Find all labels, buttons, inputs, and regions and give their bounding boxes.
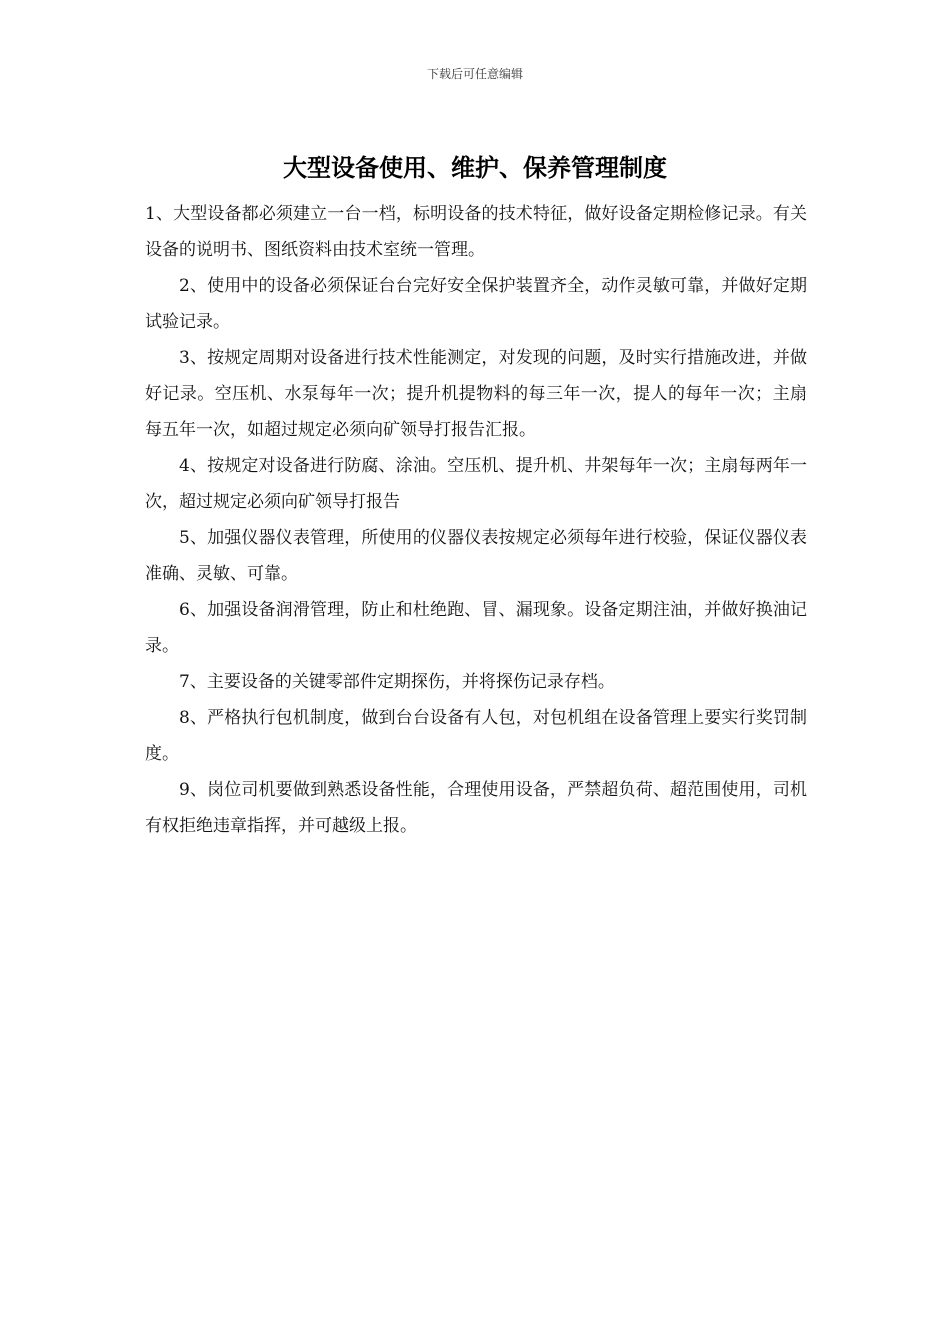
paragraph-8: 8、严格执行包机制度，做到台台设备有人包，对包机组在设备管理上要实行奖罚制度。 bbox=[145, 708, 807, 764]
paragraph-2: 2、使用中的设备必须保证台台完好安全保护装置齐全，动作灵敏可靠，并做好定期试验记录。 bbox=[145, 276, 807, 332]
paragraph-5: 5、加强仪器仪表管理，所使用的仪器仪表按规定必须每年进行校验，保证仪器仪表准确、灵敏、可靠。 bbox=[145, 528, 807, 584]
paragraph-9: 9、岗位司机要做到熟悉设备性能，合理使用设备，严禁超负荷、超范围使用，司机有权拒绝违章指挥，并可越级上报。 bbox=[145, 780, 807, 836]
paragraph-6: 6、加强设备润滑管理，防止和杜绝跑、冒、漏现象。设备定期注油，并做好换油记录。 bbox=[145, 600, 807, 656]
paragraph-7: 7、主要设备的关键零部件定期探伤，并将探伤记录存档。 bbox=[179, 672, 615, 692]
paragraph-3: 3、按规定周期对设备进行技术性能测定，对发现的问题，及时实行措施改进，并做好记录。空压机、水泵每年一次；提升机提物料的每三年一次，提人的每年一次；主扇每五年一次，如超过规定必须向矿领导打报告汇报。 bbox=[145, 348, 807, 440]
paragraph-1: 1、大型设备都必须建立一台一档，标明设备的技术特征，做好设备定期检修记录。有关设备的说明书、图纸资料由技术室统一管理。 bbox=[145, 204, 807, 260]
page-header-note: 下载后可任意编辑 bbox=[426, 67, 523, 81]
document-body bbox=[145, 196, 807, 844]
paragraph-4: 4、按规定对设备进行防腐、涂油。空压机、提升机、井架每年一次；主扇每两年一次，超过规定必须向矿领导打报告 bbox=[145, 456, 807, 512]
document-title: 大型设备使用、维护、保养管理制度 bbox=[283, 154, 667, 182]
